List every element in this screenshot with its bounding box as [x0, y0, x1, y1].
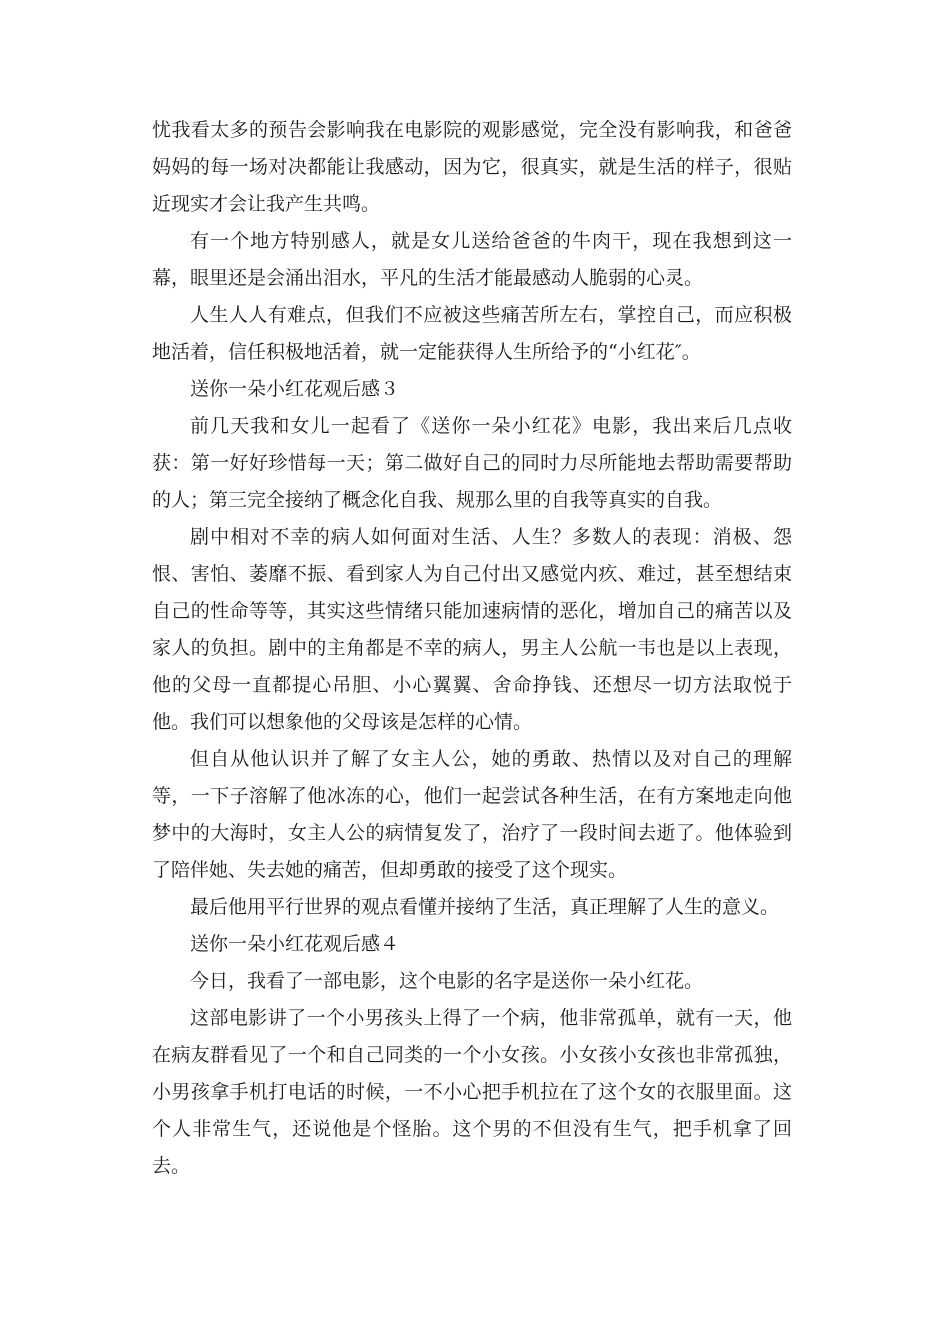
paragraph: 这部电影讲了一个小男孩头上得了一个病，他非常孤单，就有一天，他在病友群看见了一个和自己同类的一个小女孩。小女孩小女孩也非常孤独，小男孩拿手机打电话的时候，一不小心把手机拉在了这个女的衣服里面。这个人非常生气，还说他是个怪胎。这个男的不但没有生气，把手机拿了回去。 [152, 1007, 792, 1177]
paragraph: 有一个地方特别感人，就是女儿送给爸爸的牛肉干，现在我想到这一幕，眼里还是会涌出泪水，平凡的生活才能最感动人脆弱的心灵。 [152, 230, 792, 289]
paragraph: 剧中相对不幸的病人如何面对生活、人生？多数人的表现：消极、怨恨、害怕、萎靡不振、看到家人为自己付出又感觉内疚、难过，甚至想结束自己的性命等等，其实这些情绪只能加速病情的恶化，增加自己的痛苦以及家人的负担。剧中的主角都是不幸的病人，男主人公航一韦也是以上表现，他的父母一直都提心吊胆、小心翼翼、舍命挣钱、还想尽一切方法取悦于他。我们可以想象他的父母该是怎样的心情。 [152, 526, 792, 733]
paragraph: 最后他用平行世界的观点看懂并接纳了生活，真正理解了人生的意义。 [190, 896, 780, 918]
section-heading: 送你一朵小红花观后感３ [190, 378, 400, 400]
paragraph: 忧我看太多的预告会影响我在电影院的观影感觉，完全没有影响我，和爸爸妈妈的每一场对决都能让我感动，因为它，很真实，就是生活的样子，很贴近现实才会让我产生共鸣。 [152, 119, 792, 215]
paragraph: 今日，我看了一部电影，这个电影的名字是送你一朵小红花。 [190, 970, 704, 992]
paragraph: 但自从他认识并了解了女主人公，她的勇敢、热情以及对自己的理解等，一下子溶解了他冰冻的心，他们一起尝试各种生活，在有方案地走向他梦中的大海时，女主人公的病情复发了，治疗了一段时间去逝了。他体验到了陪伴她、失去她的痛苦，但却勇敢的接受了这个现实。 [152, 748, 792, 881]
section-heading: 送你一朵小红花观后感４ [190, 933, 400, 955]
paragraph: 前几天我和女儿一起看了《送你一朵小红花》电影，我出来后几点收获：第一好好珍惜每一天；第二做好自己的同时力尽所能地去帮助需要帮助的人；第三完全接纳了概念化自我、规那么里的自我等真实的自我。 [152, 415, 792, 511]
paragraph: 人生人人有难点，但我们不应被这些痛苦所左右，掌控自己，而应积极地活着，信任积极地活着，就一定能获得人生所给予的“小红花″。 [152, 304, 792, 363]
document-page [152, 112, 792, 1185]
